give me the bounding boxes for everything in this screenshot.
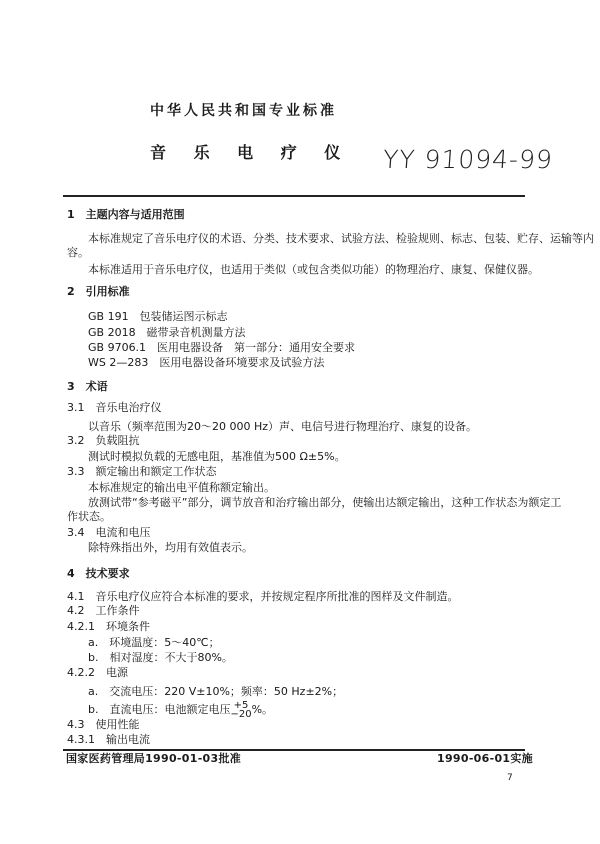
page-number: 7 — [507, 773, 513, 783]
tolerance-fraction — [230, 701, 251, 719]
reference-item: GB 2018 磁带录音机测量方法 — [88, 326, 246, 339]
term-definition: 测试时模拟负载的无感电阻，基准值为500 Ω±5%。 — [88, 450, 346, 463]
effective-date: 1990-06-01实施 — [437, 752, 533, 765]
list-item-text-end: %。 — [251, 703, 274, 716]
term-definition: 除特殊指出外，均用有效值表示。 — [88, 541, 253, 554]
section-3-heading: 3 术语 — [67, 380, 108, 393]
header-rule — [63, 195, 525, 197]
term-heading: 3.4 电流和电压 — [67, 526, 151, 539]
reference-item: GB 9706.1 医用电器设备 第一部分：通用安全要求 — [88, 341, 356, 354]
paragraph: 本标准规定了音乐电疗仪的术语、分类、技术要求、试验方法、检验规则、标志、包装、贮存、运输等内 — [88, 232, 594, 245]
footer-rule — [63, 749, 525, 751]
handwritten-standard-code: YY 91094-99 — [381, 145, 554, 174]
section-2-heading: 2 引用标准 — [67, 285, 130, 298]
tolerance-upper: +5 — [233, 700, 249, 711]
list-item: a. 环境温度：5～40℃； — [88, 636, 220, 649]
clause: 4.3 使用性能 — [67, 718, 140, 731]
document-title: 音 乐 电 疗 仪 — [150, 143, 341, 162]
reference-item: WS 2—283 医用电器设备环境要求及试验方法 — [88, 356, 325, 369]
term-heading: 3.3 额定输出和额定工作状态 — [67, 465, 217, 478]
term-definition: 以音乐（频率范围为20～20 000 Hz）声、电信号进行物理治疗、康复的设备。 — [88, 420, 478, 433]
list-item — [88, 701, 273, 719]
clause: 4.3.1 输出电流 — [67, 733, 150, 746]
list-item: b. 相对湿度：不大于80%。 — [88, 651, 233, 664]
clause: 4.2.2 电源 — [67, 666, 128, 679]
paragraph: 容。 — [67, 246, 89, 259]
list-item-text: b. 直流电压：电池额定电压 — [88, 703, 231, 716]
reference-item: GB 191 包装储运图示标志 — [88, 310, 228, 323]
term-heading: 3.1 音乐电治疗仪 — [67, 401, 162, 414]
list-item: a. 交流电压：220 V±10%；频率：50 Hz±2%； — [88, 685, 344, 698]
term-definition: 本标准规定的输出电平值称额定输出。 — [88, 481, 275, 494]
paragraph: 本标准适用于音乐电疗仪，也适用于类似（或包含类似功能）的物理治疗、康复、保健仪器。 — [88, 263, 539, 276]
term-definition: 放测试带“参考磁平”部分，调节放音和治疗输出部分，使输出达额定输出，这种工作状态为额定工 — [88, 496, 562, 509]
clause: 4.2 工作条件 — [67, 604, 140, 617]
tolerance-lower: −20 — [230, 709, 252, 720]
issuing-authority-header: 中华人民共和国专业标准 — [150, 103, 337, 119]
section-1-heading: 1 主题内容与适用范围 — [67, 208, 185, 221]
term-heading: 3.2 负载阻抗 — [67, 434, 140, 447]
approval-date: 国家医药管理局1990-01-03批准 — [66, 752, 242, 765]
term-definition: 作状态。 — [67, 510, 111, 523]
section-4-heading: 4 技术要求 — [67, 567, 130, 580]
clause: 4.1 音乐电疗仪应符合本标准的要求，并按规定程序所批准的图样及文件制造。 — [67, 590, 459, 603]
clause: 4.2.1 环境条件 — [67, 620, 150, 633]
